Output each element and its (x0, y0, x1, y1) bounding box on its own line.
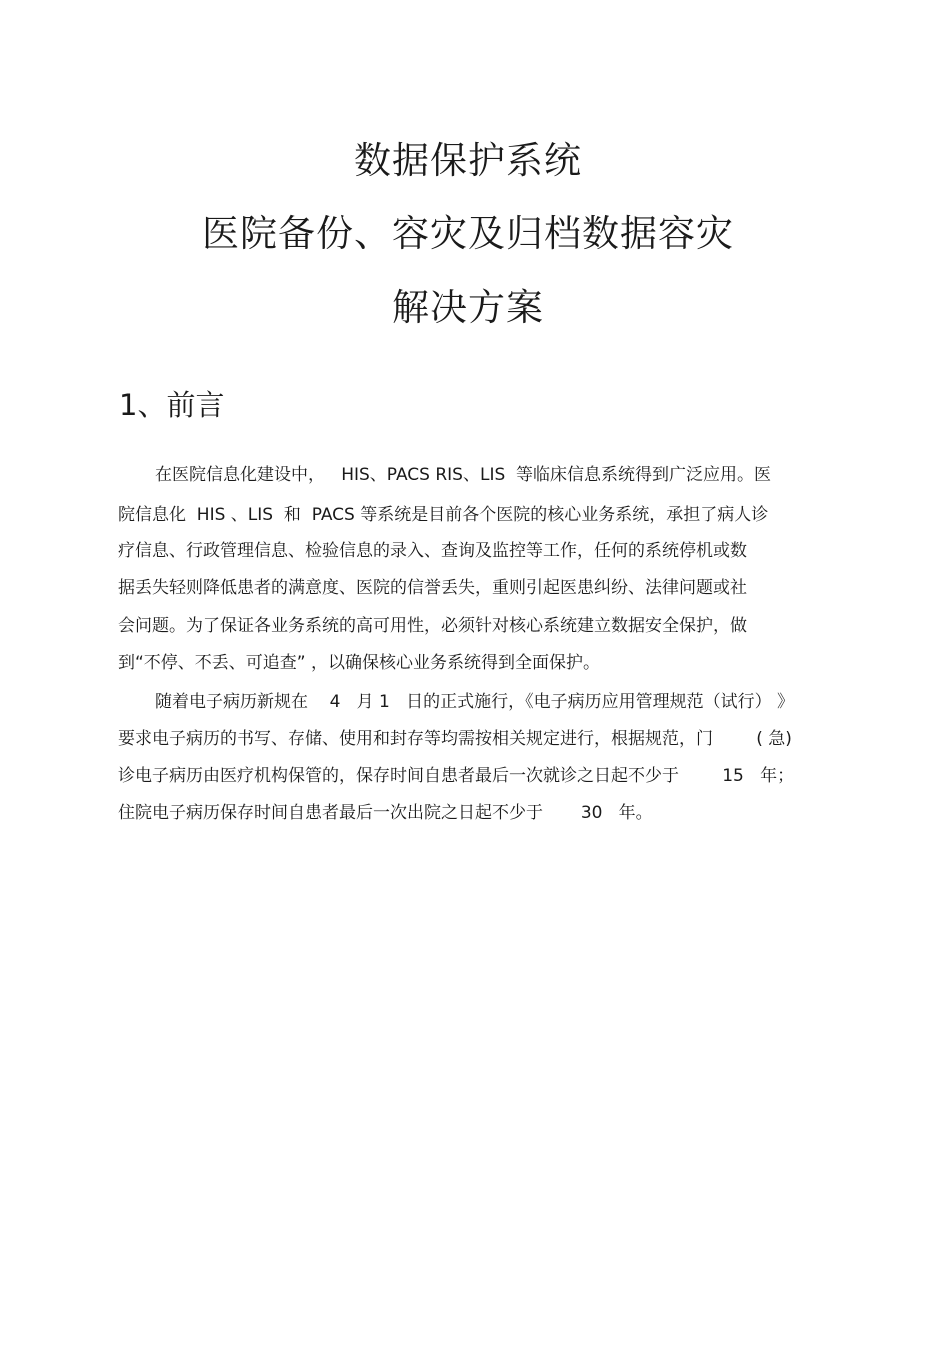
paragraph-1-line-1: 在医院信息化建设中， HIS、PACS RIS、LIS 等临床信息系统得到广泛应用。医 (155, 465, 772, 485)
section-heading-preface: 1、前言 (119, 388, 225, 422)
paragraph-2-line-2: 要求电子病历的书写、存储、使用和封存等均需按相关规定进行，根据规范，门 ( 急) (118, 729, 792, 749)
paragraph-1-line-5: 会问题。为了保证各业务系统的高可用性，必须针对核心系统建立数据安全保护，做 (118, 616, 747, 636)
doc-title-line-3: 解决方案 (392, 286, 544, 329)
paragraph-1-line-2: 院信息化 HIS 、LIS 和 PACS 等系统是目前各个医院的核心业务系统，承担了病人诊 (118, 505, 769, 525)
paragraph-2-line-1: 随着电子病历新规在 4 月 1 日的正式施行，《电子病历应用管理规范（试行） 》 (155, 692, 794, 712)
paragraph-1-line-4: 据丢失轻则降低患者的满意度、医院的信誉丢失，重则引起医患纠纷、法律问题或社 (118, 578, 747, 598)
paragraph-1-line-6: 到“不停、不丢、可追查” ，以确保核心业务系统得到全面保护。 (118, 653, 601, 673)
paragraph-2-line-3: 诊电子病历由医疗机构保管的，保存时间自患者最后一次就诊之日起不少于 15 年； (118, 766, 795, 786)
doc-title-line-2: 医院备份、容灾及归档数据容灾 (202, 212, 734, 255)
paragraph-2-line-4: 住院电子病历保存时间自患者最后一次出院之日起不少于 30 年。 (118, 803, 653, 823)
paragraph-1-line-3: 疗信息、行政管理信息、检验信息的录入、查询及监控等工作，任何的系统停机或数 (118, 541, 747, 561)
doc-title-line-1: 数据保护系统 (354, 139, 582, 182)
